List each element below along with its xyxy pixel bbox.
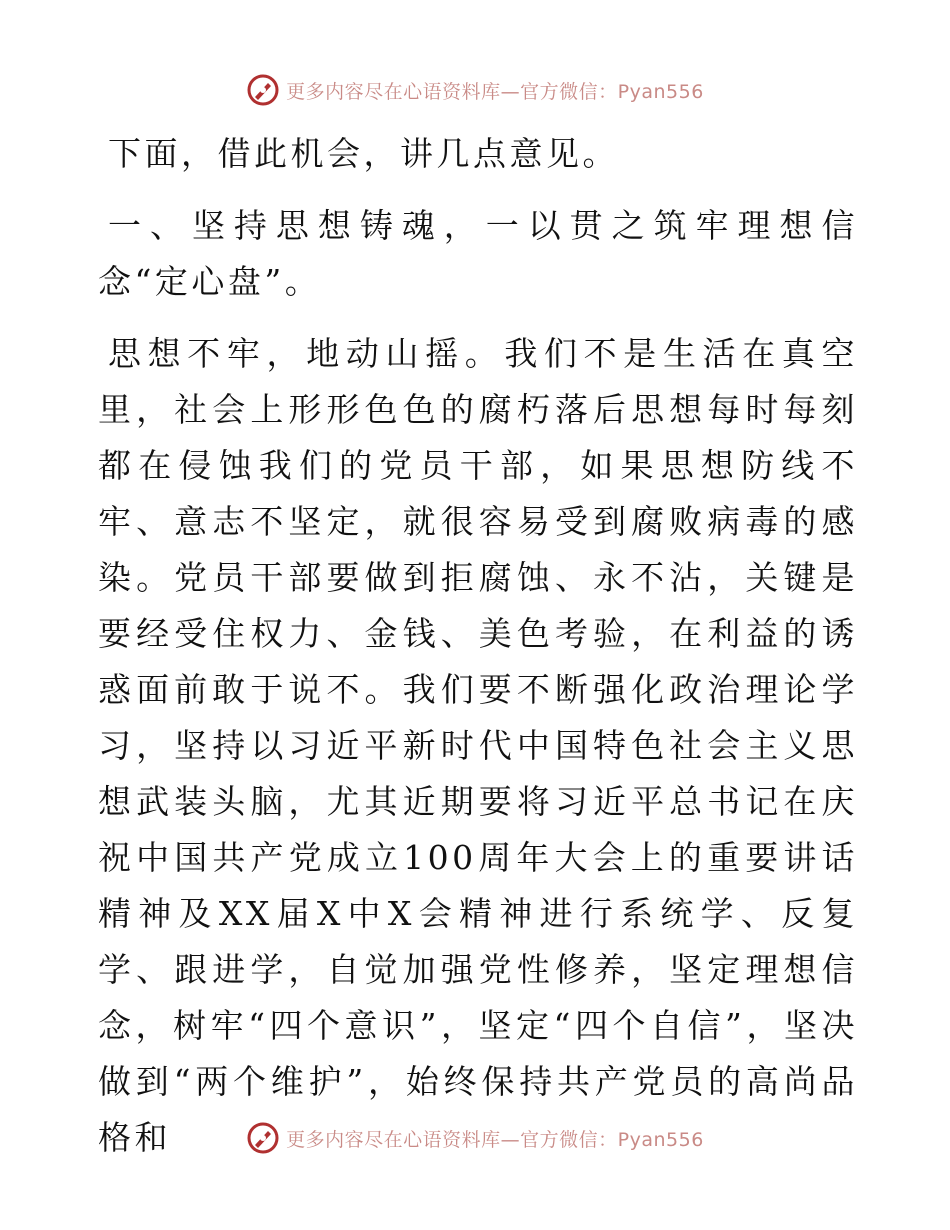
red-circle-pen-logo-icon xyxy=(246,73,280,107)
document-body xyxy=(98,126,858,1166)
red-circle-pen-logo-icon xyxy=(246,1121,280,1155)
section-heading-1: 一、坚持思想铸魂，一以贯之筑牢理想信念“定心盘”。 xyxy=(98,206,858,301)
watermark-text: 更多内容尽在心语资料库—官方微信：Pyan556 xyxy=(286,80,704,103)
watermark-text: 更多内容尽在心语资料库—官方微信：Pyan556 xyxy=(286,1128,704,1151)
header-watermark xyxy=(0,70,950,110)
body-paragraph: 思想不牢，地动山摇。我们不是生活在真空里，社会上形形色色的腐朽落后思想每时每刻都在侵蚀我们的党员干部，如果思想防线不牢、意志不坚定，就很容易受到腐败病毒的感染。党员干部要做到拒腐蚀、永不沾，关键是要经受住权力、金钱、美色考验，在利益的诱惑面前敢于说不。我们要不断强化政治理论学习，坚持以习近平新时代中国特色社会主义思想武装头脑，尤其近期要将习近平总书记在庆祝中国共产党成立100周年大会上的重要讲话精神及XX届X中X会精神进行系统学、反复学、跟进学，自觉加强党性修养，坚定理想信念，树牢“四个意识”，坚定“四个自信”，坚决做到“两个维护”，始终保持共产党员的高尚品格和 xyxy=(98,334,858,1157)
opening-sentence: 下面，借此机会，讲几点意见。 xyxy=(108,134,619,173)
footer-watermark xyxy=(0,1118,950,1158)
